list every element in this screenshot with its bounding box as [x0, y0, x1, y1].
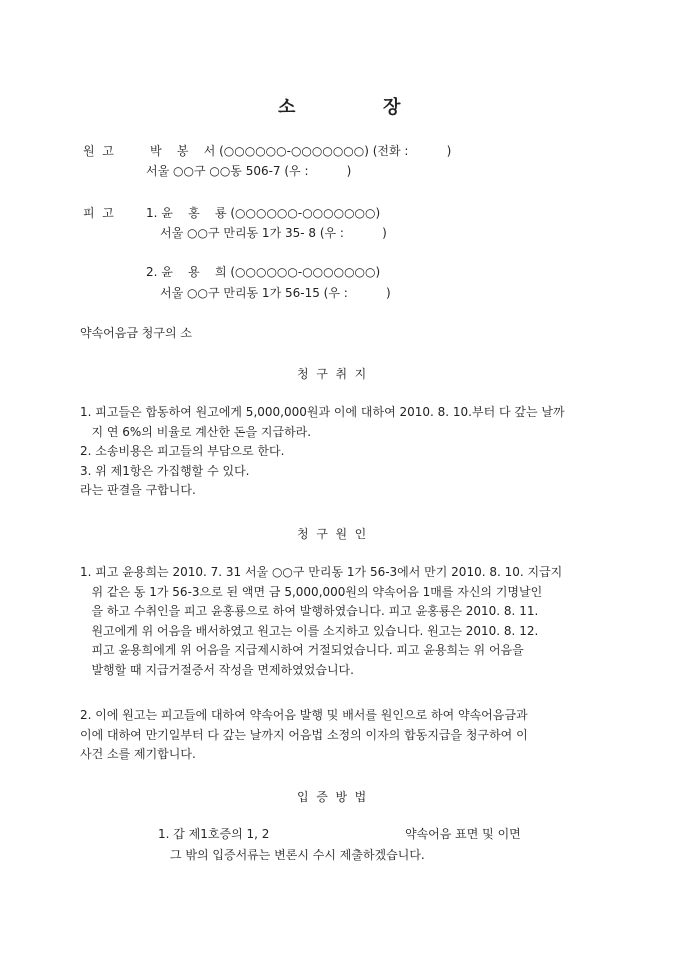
claim-cause-line: 을 하고 수취인을 피고 윤홍룡으로 하여 발행하였습니다. 피고 윤홍룡은 2010. 8. 11. — [80, 604, 539, 618]
defendant1-address: 서울 ○○구 만리동 1가 35- 8 (우 : ) — [160, 226, 387, 240]
evidence-note: 그 밖의 입증서류는 변론시 수시 제출하겠습니다. — [170, 848, 425, 862]
claim-cause-line: 피고 윤용희에게 위 어음을 지급제시하여 거절되었습니다. 피고 윤용희는 위 어음을 — [80, 643, 524, 657]
case-name: 약속어음금 청구의 소 — [80, 326, 192, 340]
defendant2-address: 서울 ○○구 만리동 1가 56-15 (우 : ) — [160, 286, 391, 300]
evidence-item-label: 1. 갑 제1호증의 1, 2 — [158, 827, 270, 841]
claim-purpose-line: 라는 판결을 구합니다. — [80, 483, 196, 497]
evidence-heading: 입 증 방 법 — [297, 790, 367, 804]
plaintiff-address: 서울 ○○구 ○○동 506-7 (우 : ) — [146, 164, 352, 178]
claim-cause-line: 2. 이에 원고는 피고들에 대하여 약속어음 발행 및 배서를 원인으로 하여 약속어음금과 — [80, 708, 528, 722]
plaintiff-label: 원 고 — [83, 144, 114, 158]
claim-cause-line: 사건 소를 제기합니다. — [80, 747, 196, 761]
claim-purpose-line: 1. 피고들은 합동하여 원고에게 5,000,000원과 이에 대하여 2010. 8. 10.부터 다 갚는 날까 — [80, 405, 565, 419]
claim-purpose-heading: 청 구 취 지 — [297, 367, 367, 381]
claim-cause-line: 위 같은 동 1가 56-3으로 된 액면 금 5,000,000원의 약속어음 1매를 자신의 기명날인 — [80, 584, 543, 599]
defendant-label: 피 고 — [83, 206, 114, 220]
claim-cause-para2 — [80, 706, 630, 765]
claim-purpose-line: 3. 위 제1항은 가집행할 수 있다. — [80, 463, 250, 478]
claim-purpose-line: 지 연 6%의 비율로 계산한 돈을 지급하라. — [80, 424, 312, 439]
claim-purpose-list — [80, 403, 620, 501]
claim-cause-line: 발행할 때 지급거절증서 작성을 면제하였었습니다. — [80, 662, 354, 677]
claim-cause-para1 — [80, 563, 630, 680]
claim-cause-line: 원고에게 위 어음을 배서하였고 원고는 이를 소지하고 있습니다. 원고는 2010. 8. 12. — [80, 623, 539, 638]
plaintiff-name: 박 봉 서 (○○○○○○-○○○○○○○) (전화 : ) — [150, 144, 452, 158]
claim-cause-line: 이에 대하여 만기일부터 다 갚는 날까지 어음법 소정의 이자의 합동지급을 청구하여 이 — [80, 727, 528, 742]
claim-purpose-line: 2. 소송비용은 피고들의 부담으로 한다. — [80, 444, 285, 458]
claim-cause-heading: 청 구 원 인 — [297, 527, 367, 541]
defendant2-name: 2. 윤 용 희 (○○○○○○-○○○○○○○) — [146, 265, 381, 279]
title-char-2: 장 — [383, 97, 401, 118]
claim-cause-line: 1. 피고 윤용희는 2010. 7. 31 서울 ○○구 만리동 1가 56-3에서 만기 2010. 8. 10. 지급지 — [80, 565, 563, 579]
defendant1-name: 1. 윤 홍 룡 (○○○○○○-○○○○○○○) — [146, 206, 381, 220]
evidence-item-desc: 약속어음 표면 및 이면 — [405, 827, 521, 841]
title-char-1: 소 — [278, 97, 296, 118]
